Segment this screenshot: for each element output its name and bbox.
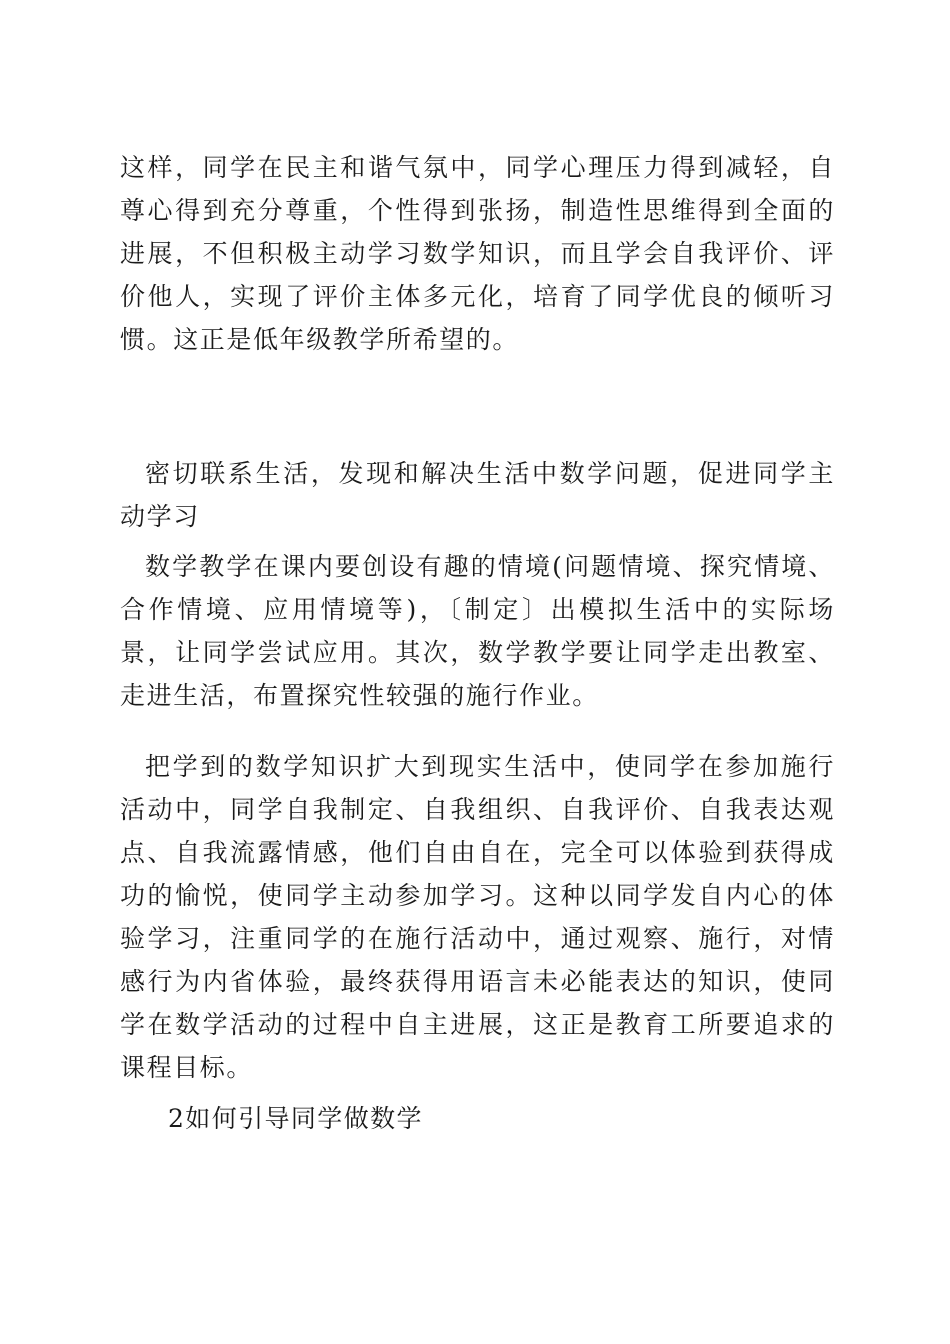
paragraph-2-subheading: 密切联系生活，发现和解决生活中数学问题，促进同学主动学习 [120,459,835,531]
paragraph-3: 数学教学在课内要创设有趣的情境(问题情境、探究情境、合作情境、应用情境等)，〔制定〕出模拟生活中的实际场景，让同学尝试应用。其次，数学教学要让同学走出教室、走进生活，布置探究性较强的施行作业。 [120,552,835,710]
section-heading: 2如何引导同学做数学 [168,1104,423,1133]
paragraph-1: 这样，同学在民主和谐气氛中，同学心理压力得到减轻，自尊心得到充分尊重，个性得到张扬，制造性思维得到全面的进展，不但积极主动学习数学知识，而且学会自我评价、评价他人，实现了评价主体多元化，培育了同学优良的倾听习惯。这正是低年级教学所希望的。 [120,153,835,354]
paragraph-4: 把学到的数学知识扩大到现实生活中，使同学在参加施行活动中，同学自我制定、自我组织、自我评价、自我表达观点、自我流露情感，他们自由自在，完全可以体验到获得成功的愉悦，使同学主动参加学习。这种以同学发自内心的体验学习，注重同学的在施行活动中，通过观察、施行，对情感行为内省体验，最终获得用语言未必能表达的知识，使同学在数学活动的过程中自主进展，这正是教育工所要追求的课程目标。 [120,752,835,1082]
